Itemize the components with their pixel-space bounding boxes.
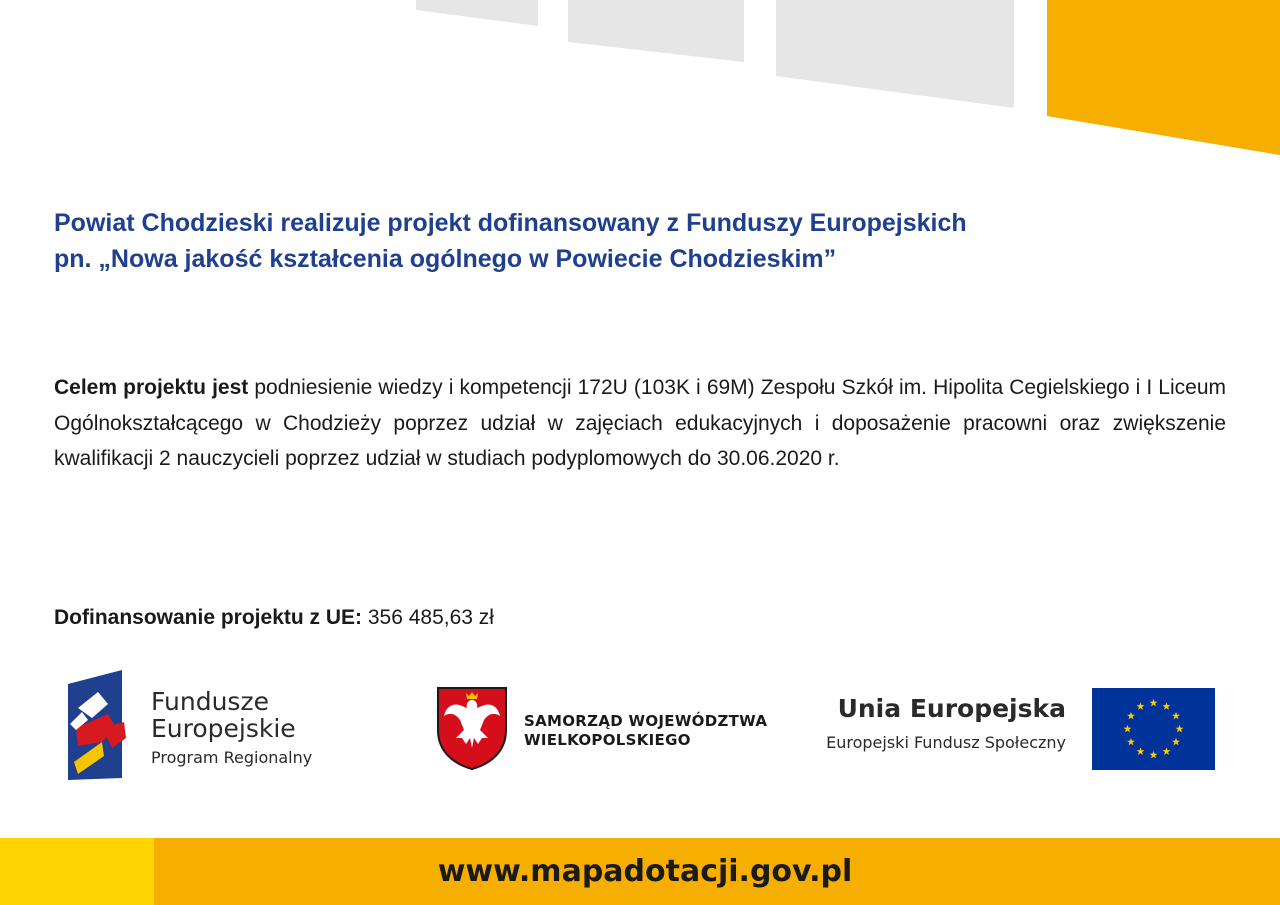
fundusze-europejskie-mark-icon: [68, 670, 128, 782]
description-text: podniesienie wiedzy i kompetencji 172U (103K i 69M) Zespołu Szkół im. Hipolita Cegielskiego i I Liceum Ogólnokształcącego w Chodzieży poprzez udział w zajęciach edukacyjnych i doposażenie pracowni oraz zwiększenie kwalifikacji 2 nauczycieli poprzez udział w studiach podyplomowych do 30.06.2020 r.: [54, 376, 1226, 470]
fe-title: [151, 688, 296, 742]
samorzad-wojewodztwa-logo: [436, 686, 776, 772]
ue-subtitle: Europejski Fundusz Społeczny: [826, 733, 1066, 752]
headline-line-1: Powiat Chodzieski realizuje projekt dofinansowany z Funduszy Europejskich: [54, 209, 967, 237]
eu-flag-icon: [1092, 688, 1215, 770]
funding-value: 356 485,63 zł: [362, 606, 494, 629]
sw-line-1: SAMORZĄD WOJEWÓDZTWA: [524, 712, 768, 730]
description-lead: Celem projektu jest: [54, 376, 249, 399]
funding-amount: [54, 602, 494, 634]
sw-text: [524, 712, 767, 750]
top-decoration: [0, 0, 1280, 160]
footer-url-link[interactable]: www.mapadotacji.gov.pl: [437, 854, 853, 889]
footer-bar: [0, 838, 1280, 905]
fundusze-europejskie-logo: [68, 670, 348, 782]
fe-title-line-1: Fundusze: [151, 687, 269, 716]
funding-label: Dofinansowanie projektu z UE:: [54, 606, 363, 629]
headline: [54, 205, 1234, 277]
fe-subtitle: Program Regionalny: [151, 748, 313, 767]
project-description: [54, 370, 1226, 477]
headline-line-2: pn. „Nowa jakość kształcenia ogólnego w Powiecie Chodzieskim”: [54, 245, 837, 273]
ue-title: Unia Europejska: [837, 694, 1066, 723]
fe-title-line-2: Europejskie: [151, 714, 296, 743]
white-eagle-shield-icon: [436, 686, 508, 770]
unia-europejska-logo: [800, 686, 1220, 772]
sw-line-2: WIELKOPOLSKIEGO: [524, 731, 691, 749]
